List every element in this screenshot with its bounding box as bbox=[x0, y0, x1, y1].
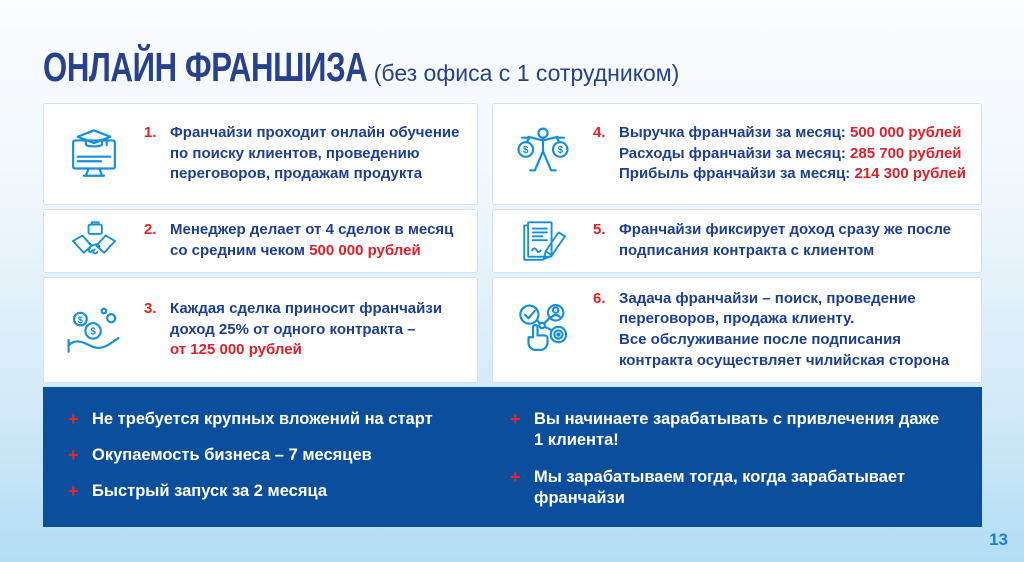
benefits-left-column bbox=[68, 409, 510, 527]
benefits-right-column bbox=[510, 409, 940, 527]
benefit-item: + Быстрый запуск за 2 месяца bbox=[68, 481, 328, 502]
benefit-item: + Окупаемость бизнеса – 7 месяцев bbox=[68, 445, 372, 466]
svg-text:$: $ bbox=[90, 326, 96, 338]
plus-bullet-icon: + bbox=[68, 481, 79, 502]
benefit-item: + Вы начинаете зарабатывать с привлечения даже 1 клиента! bbox=[510, 409, 940, 450]
item-text bbox=[619, 123, 973, 185]
item-number: 6. bbox=[593, 289, 606, 307]
item-text: Задача франчайзи – поиск, проведение переговоров, продажа клиенту. Все обслуживание после подписания контракта осуществляет чилийская сторона bbox=[619, 289, 950, 369]
page-title: ОНЛАЙН ФРАНШИЗА bbox=[43, 44, 368, 90]
expenses-line: Расходы франчайзи за месяц: 285 700 рублей bbox=[619, 144, 962, 162]
item-text: Каждая сделка приносит франчайзи доход 25% от одного контракта – от 125 000 рублей bbox=[170, 299, 443, 359]
svg-text:$: $ bbox=[557, 145, 563, 157]
handshake-briefcase-icon bbox=[44, 216, 144, 266]
grid-item-5 bbox=[492, 209, 982, 273]
item-number: 1. bbox=[144, 123, 157, 141]
revenue-line: Выручка франчайзи за месяц: 500 000 рублей bbox=[619, 123, 962, 141]
grid-item-4 bbox=[492, 103, 982, 205]
grid-item-2 bbox=[43, 209, 478, 273]
benefits-panel bbox=[43, 387, 982, 527]
slide-header bbox=[43, 44, 679, 91]
hand-coins-icon bbox=[44, 301, 144, 359]
grid-item-6 bbox=[492, 277, 982, 383]
page-subtitle: (без офиса с 1 сотрудником) bbox=[373, 60, 680, 86]
grid-item-1 bbox=[43, 103, 478, 205]
svg-text:$: $ bbox=[523, 145, 529, 157]
person-money-bags-icon bbox=[493, 125, 593, 183]
item-number: 2. bbox=[144, 221, 157, 239]
plus-bullet-icon: + bbox=[510, 467, 521, 488]
item-text: Франчайзи проходит онлайн обучение по поиску клиентов, проведению переговоров, продажам продукта bbox=[170, 123, 460, 183]
plus-bullet-icon: + bbox=[68, 445, 79, 466]
benefit-item: + Не требуется крупных вложений на старт bbox=[68, 409, 433, 429]
profit-line: Прибыль франчайзи за месяц: 214 300 рублей bbox=[619, 165, 966, 183]
page-number: 13 bbox=[989, 530, 1008, 549]
benefit-item: + Мы зарабатываем тогда, когда зарабатывает франчайзи bbox=[510, 467, 905, 508]
item-text: Менеджер делает от 4 сделок в месяц со средним чеком 500 000 рублей bbox=[170, 221, 454, 259]
grid-item-3 bbox=[43, 277, 478, 383]
feature-grid bbox=[43, 103, 982, 383]
item-number: 4. bbox=[593, 123, 606, 141]
item-number: 5. bbox=[593, 221, 606, 239]
client-selection-hand-icon bbox=[493, 301, 593, 359]
contract-signing-icon bbox=[493, 216, 593, 266]
item-number: 3. bbox=[144, 299, 157, 317]
svg-text:$: $ bbox=[77, 314, 83, 325]
plus-bullet-icon: + bbox=[510, 409, 521, 429]
item-text: Франчайзи фиксирует доход сразу же после подписания контракта с клиентом bbox=[619, 221, 952, 259]
online-training-monitor-icon bbox=[44, 125, 144, 183]
plus-bullet-icon: + bbox=[68, 409, 79, 429]
